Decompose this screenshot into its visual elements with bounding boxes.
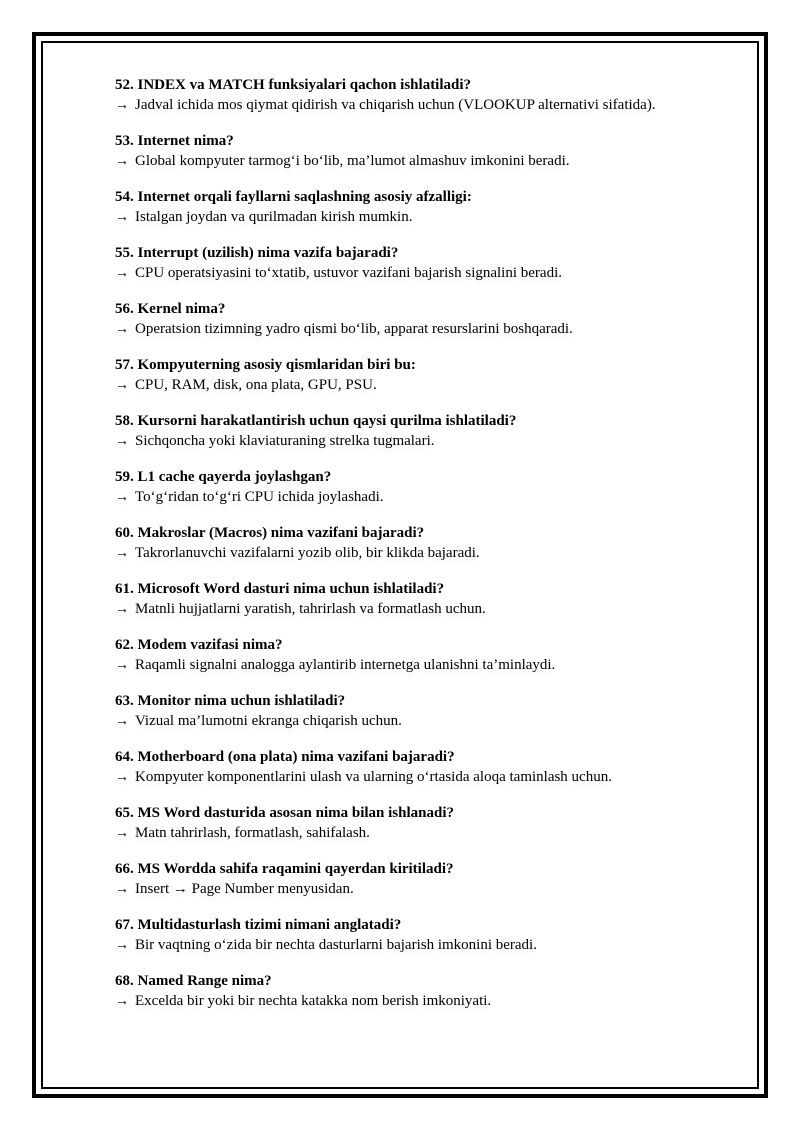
question: 52. INDEX va MATCH funksiyalari qachon ishlatiladi? [115,77,472,93]
qa-item [115,467,735,523]
qa-item [115,523,735,579]
arrow-icon: → [115,826,129,841]
question: 68. Named Range nima? [115,973,272,989]
question: 61. Microsoft Word dasturi nima uchun ishlatiladi? [115,581,445,597]
question: 54. Internet orqali fayllarni saqlashning asosiy afzalligi: [115,189,472,205]
answer: CPU operatsiyasini to‘xtatib, ustuvor vazifani bajarish signalini beradi. [135,265,562,281]
qa-item [115,299,735,355]
arrow-icon: → [115,266,129,281]
arrow-icon: → [115,714,129,729]
answer-line [115,935,735,956]
answer-line [115,95,735,116]
qa-item [115,635,735,691]
question: 65. MS Word dasturida asosan nima bilan ishlanadi? [115,805,454,821]
question: 60. Makroslar (Macros) nima vazifani bajaradi? [115,525,425,541]
question: 63. Monitor nima uchun ishlatiladi? [115,693,346,709]
qa-item [115,411,735,467]
qa-item [115,243,735,299]
answer-line [115,207,735,228]
answer: Bir vaqtning o‘zida bir nechta dasturlarni bajarish imkonini beradi. [135,937,537,953]
question: 56. Kernel nima? [115,301,226,317]
qa-item [115,355,735,411]
answer: Sichqoncha yoki klaviaturaning strelka tugmalari. [135,433,435,449]
answer: Matnli hujjatlarni yaratish, tahrirlash va formatlash uchun. [135,601,486,617]
answer-line [115,655,735,676]
answer: Operatsion tizimning yadro qismi bo‘lib, apparat resurslarini boshqaradi. [135,321,573,337]
answer-line [115,879,735,900]
question: 58. Kursorni harakatlantirish uchun qaysi qurilma ishlatiladi? [115,413,517,429]
question: 57. Kompyuterning asosiy qismlaridan biri bu: [115,357,416,373]
answer: Jadval ichida mos qiymat qidirish va chiqarish uchun (VLOOKUP alternativi sifatida). [135,97,656,113]
question: 62. Modem vazifasi nima? [115,637,283,653]
qa-item [115,187,735,243]
answer-line [115,599,735,620]
answer-line [115,431,735,452]
answer: CPU, RAM, disk, ona plata, GPU, PSU. [135,377,377,393]
answer: Istalgan joydan va qurilmadan kirish mumkin. [135,209,413,225]
answer-line [115,711,735,732]
question: 59. L1 cache qayerda joylashgan? [115,469,332,485]
question: 64. Motherboard (ona plata) nima vazifani bajaradi? [115,749,455,765]
arrow-icon: → [115,98,129,113]
question: 66. MS Wordda sahifa raqamini qayerdan kiritiladi? [115,861,454,877]
qa-item [115,75,735,131]
qa-item [115,803,735,859]
question: 55. Interrupt (uzilish) nima vazifa bajaradi? [115,245,399,261]
arrow-icon: → [115,490,129,505]
arrow-icon: → [115,546,129,561]
question: 67. Multidasturlash tizimi nimani anglatadi? [115,917,402,933]
arrow-icon: → [115,602,129,617]
qa-item [115,971,735,1027]
answer-line [115,375,735,396]
qa-item [115,131,735,187]
answer: Takrorlanuvchi vazifalarni yozib olib, bir klikda bajaradi. [135,545,480,561]
qa-item [115,859,735,915]
answer: To‘g‘ridan to‘g‘ri CPU ichida joylashadi. [135,489,384,505]
qa-item [115,747,735,803]
question: 53. Internet nima? [115,133,234,149]
arrow-icon: → [115,154,129,169]
answer: Matn tahrirlash, formatlash, sahifalash. [135,825,370,841]
arrow-icon: → [115,322,129,337]
answer-line [115,991,735,1012]
arrow-icon: → [115,434,129,449]
answer: Excelda bir yoki bir nechta katakka nom berish imkoniyati. [135,993,492,1009]
answer-line [115,319,735,340]
arrow-icon: → [115,770,129,785]
answer: Raqamli signalni analogga aylantirib internetga ulanishni ta’minlaydi. [135,657,556,673]
answer: Vizual ma’lumotni ekranga chiqarish uchun. [135,713,402,729]
arrow-icon: → [115,938,129,953]
answer-line [115,823,735,844]
answer: Insert → Page Number menyusidan. [135,881,354,897]
arrow-icon: → [115,658,129,673]
answer: Kompyuter komponentlarini ulash va ularning o‘rtasida aloqa taminlash uchun. [135,769,612,785]
answer-line [115,543,735,564]
qa-list [115,75,735,1027]
answer: Global kompyuter tarmog‘i bo‘lib, ma’lumot almashuv imkonini beradi. [135,153,570,169]
answer-line [115,487,735,508]
qa-item [115,691,735,747]
answer-line [115,263,735,284]
answer-line [115,151,735,172]
answer-line [115,767,735,788]
arrow-icon: → [115,882,129,897]
arrow-icon: → [115,378,129,393]
arrow-icon: → [115,210,129,225]
qa-item [115,915,735,971]
arrow-icon: → [115,994,129,1009]
qa-item [115,579,735,635]
